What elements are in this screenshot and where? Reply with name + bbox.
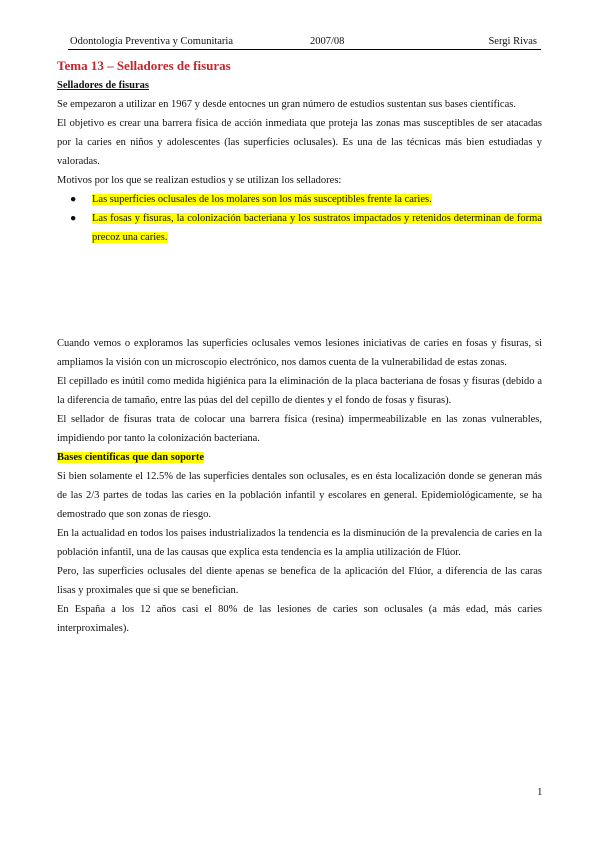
section-heading-bases bbox=[57, 448, 542, 467]
page-number: 1 bbox=[537, 786, 543, 798]
section-heading-selladores bbox=[57, 76, 542, 95]
bullet-icon: ● bbox=[70, 213, 77, 224]
section-heading-text: Selladores de fisuras bbox=[57, 80, 149, 91]
bullet-icon: ● bbox=[70, 194, 77, 205]
bullet-list bbox=[57, 190, 542, 247]
paragraph: En la actualidad en todos los paises industrializados la tendencia es la disminución de la prevalencia de caries en la población infantil, una de las causas que explica esta tendencia es la amplia utilización de Flúor. bbox=[57, 528, 542, 558]
paragraph: Motivos por los que se realizan estudios y se utilizan los selladores: bbox=[57, 175, 342, 186]
blank-space bbox=[57, 247, 542, 334]
header-course: Odontología Preventiva y Comunitaria bbox=[70, 36, 234, 47]
header-author: Sergi Rivas bbox=[488, 36, 537, 47]
paragraph: El objetivo es crear una barrera física de acción inmediata que proteja las zonas mas susceptibles de ser atacadas por la caries en niños y adolescentes (las superficies oclusales). Es una de las técnicas más bien estudiadas y valoradas. bbox=[57, 118, 542, 167]
paragraph: Pero, las superficies oclusales del diente apenas se benefica de la aplicación del Flúor, a diferencia de las caras lisas y proximales que si que se benefician. bbox=[57, 566, 542, 596]
highlighted-text: Las superficies oclusales de los molares son los más susceptibles frente la caries. bbox=[92, 194, 432, 205]
document-body bbox=[57, 56, 542, 638]
paragraph: En España a los 12 años casi el 80% de las lesiones de caries son oclusales (a más edad, más caries interproximales). bbox=[57, 604, 542, 634]
paragraph: El cepillado es inútil como medida higiénica para la eliminación de la placa bacteriana de fosas y fisuras (debido a la diferencia de tamaño, entre las púas del del cepillo de dientes y el fondo de fosas y fisuras). bbox=[57, 376, 542, 406]
paragraph: El sellador de fisuras trata de colocar una barrera física (resina) impermeabilizable en las zonas vulnerables, impidiendo por tanto la colonización bacteriana. bbox=[57, 414, 542, 444]
list-item bbox=[70, 209, 542, 247]
page-header bbox=[68, 36, 541, 50]
list-item bbox=[70, 190, 542, 209]
section-heading-text: Bases científicas que dan soporte bbox=[57, 452, 204, 463]
paragraph: Cuando vemos o exploramos las superficies oclusales vemos lesiones iniciativas de caries en fosas y fisuras, si ampliamos la visión con un microscopio electrónico, nos damos cuenta de la vulnerabilidad de estas zonas. bbox=[57, 338, 542, 368]
highlighted-text: Las fosas y fisuras, la colonización bacteriana y los sustratos impactados y retenidos determinan de forma precoz una caries. bbox=[92, 213, 542, 243]
document-title: Tema 13 – Selladores de fisuras bbox=[57, 58, 231, 73]
paragraph: Se empezaron a utilizar en 1967 y desde entocnes un gran número de estudios sustentan sus bases científicas. bbox=[57, 99, 516, 110]
header-year: 2007/08 bbox=[310, 36, 345, 47]
paragraph: Si bien solamente el 12.5% de las superficies dentales son oclusales, es en ésta localización donde se generan más de las 2/3 partes de todas las caries en la población infantil y escolares en general. Epidemiológicamente, se ha demostrado que son zonas de riesgo. bbox=[57, 471, 542, 520]
